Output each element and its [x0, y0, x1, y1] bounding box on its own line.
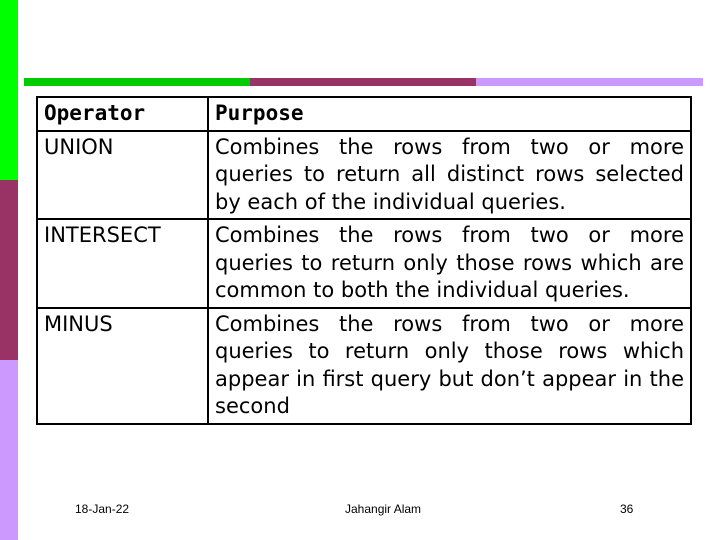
table-row — [37, 219, 691, 308]
purpose-cell: Combines the rows from two or more queries to return only those rows which are common to both the individual queries. — [208, 219, 691, 308]
title-rule-green — [24, 78, 250, 86]
footer-date: 18-Jan-22 — [75, 502, 130, 516]
operator-cell: UNION — [37, 131, 208, 220]
operator-cell: MINUS — [37, 308, 208, 424]
table-header-row — [37, 97, 691, 131]
header-operator: Operator — [37, 97, 208, 131]
left-accent-bar-maroon — [0, 180, 18, 360]
set-operators-table — [36, 96, 692, 425]
table-row — [37, 131, 691, 220]
footer-author: Jahangir Alam — [345, 502, 422, 516]
left-accent-bar-violet — [0, 360, 18, 540]
purpose-cell: Combines the rows from two or more queries to return all distinct rows selected by each of the individual queries. — [208, 131, 691, 220]
operator-cell: INTERSECT — [37, 219, 208, 308]
title-rule-maroon — [250, 78, 476, 86]
header-purpose: Purpose — [208, 97, 691, 131]
left-accent-bar-green — [0, 0, 18, 180]
purpose-cell: Combines the rows from two or more queries to return only those rows which appear in first query but don’t appear in the second — [208, 308, 691, 424]
title-rule-violet — [476, 78, 703, 86]
footer-page-number: 36 — [620, 502, 634, 516]
table-row — [37, 308, 691, 424]
